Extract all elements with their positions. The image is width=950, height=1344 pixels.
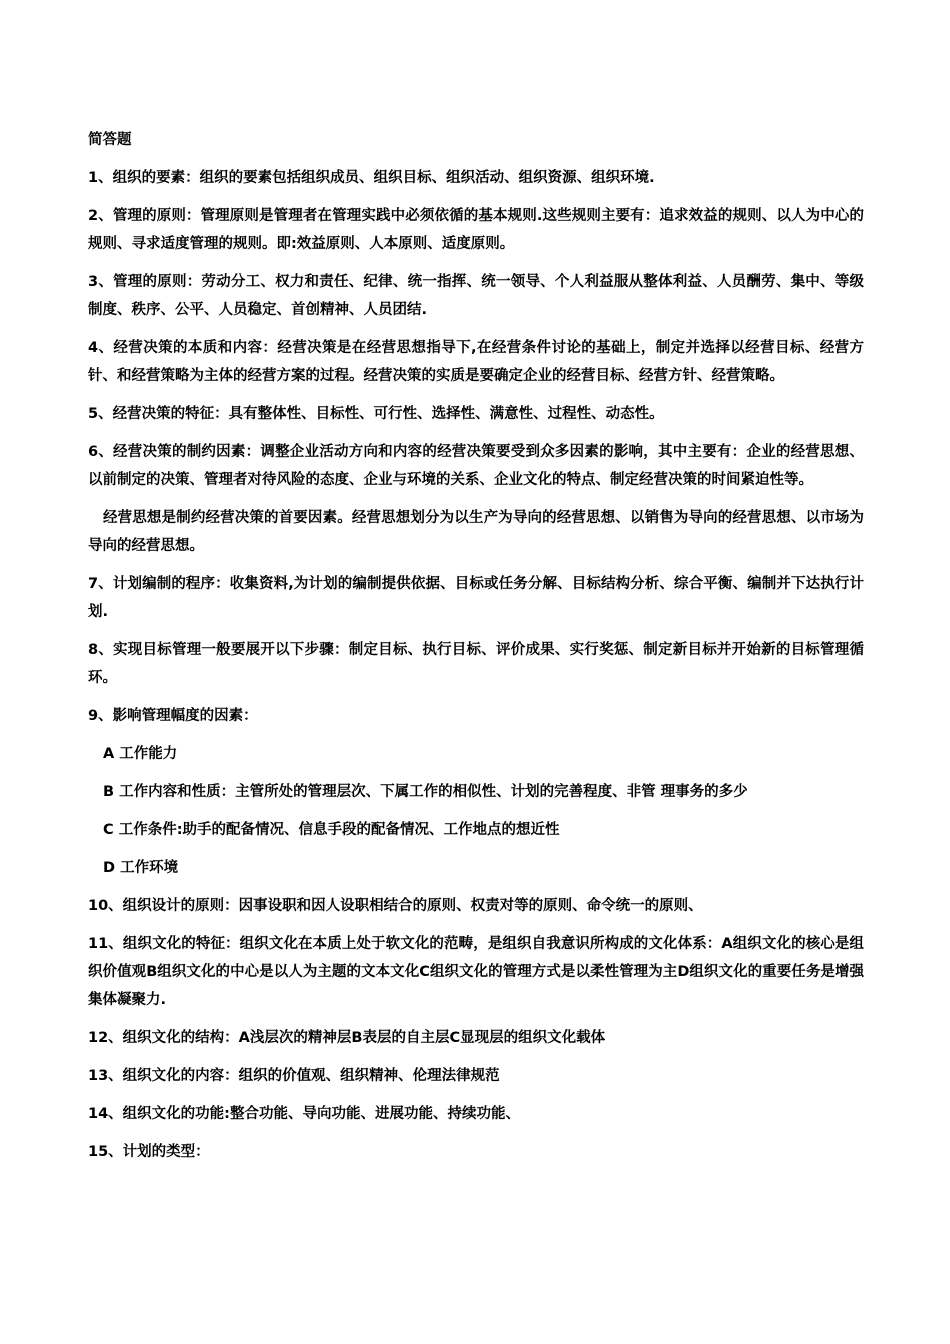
item-1: 1、组织的要素：组织的要素包括组织成员、组织目标、组织活动、组织资源、组织环境. [88, 170, 655, 186]
item-15: 15、计划的类型： [88, 1144, 210, 1160]
item-11: 11、组织文化的特征：组织文化在本质上处于软文化的范畴，是组织自我意识所构成的文化体系：A组织文化的核心是组织价值观B组织文化的中心是以人为主题的文本文化C组织文化的管理方式是以柔性管理为主D组织文化的重要任务是增强集体凝聚力. [88, 936, 864, 1008]
item-4: 4、经营决策的本质和内容：经营决策是在经营思想指导下,在经营条件讨论的基础上，制定并选择以经营目标、经营方针、和经营策略为主体的经营方案的过程。经营决策的实质是要确定企业的经营目标、经营方针、经营策略。 [88, 340, 864, 384]
item-13: 13、组织文化的内容：组织的价值观、组织精神、伦理法律规范 [88, 1068, 500, 1084]
item-14: 14、组织文化的功能:整合功能、导向功能、进展功能、持续功能、 [88, 1106, 520, 1122]
item-3: 3、管理的原则：劳动分工、权力和责任、纪律、统一指挥、统一领导、个人利益服从整体利益、人员酬劳、集中、等级制度、秩序、公平、人员稳定、首创精神、人员团结. [88, 274, 864, 318]
item-9: 9、影响管理幅度的因素： [88, 708, 258, 724]
item-2: 2、管理的原则：管理原则是管理者在管理实践中必须依循的基本规则.这些规则主要有：追求效益的规则、以人为中心的规则、寻求适度管理的规则。即:效益原则、人本原则、适度原则。 [88, 208, 864, 252]
document-heading: 简答题 [88, 132, 132, 148]
item-9-a: A 工作能力 [103, 746, 178, 762]
item-8: 8、实现目标管理一般要展开以下步骤：制定目标、执行目标、评价成果、实行奖惩、制定新目标并开始新的目标管理循环。 [88, 642, 864, 686]
item-12: 12、组织文化的结构：A浅层次的精神层B表层的自主层C显现层的组织文化载体 [88, 1030, 606, 1046]
item-6: 6、经营决策的制约因素：调整企业活动方向和内容的经营决策要受到众多因素的影响，其中主要有：企业的经营思想、以前制定的决策、管理者对待风险的态度、企业与环境的关系、企业文化的特点、制定经营决策的时间紧迫性等。 [88, 444, 864, 488]
item-9-c: C 工作条件:助手的配备情况、信息手段的配备情况、工作地点的想近性 [103, 822, 560, 838]
item-7: 7、计划编制的程序：收集资料,为计划的编制提供依据、目标或任务分解、目标结构分析、综合平衡、编制并下达执行计划. [88, 576, 864, 620]
item-9-b: B 工作内容和性质：主管所处的管理层次、下属工作的相似性、计划的完善程度、非管 理事务的多少 [103, 784, 748, 800]
item-9-d: D 工作环境 [103, 860, 179, 876]
item-6-paragraph: 经营思想是制约经营决策的首要因素。经营思想划分为以生产为导向的经营思想、以销售为导向的经营思想、以市场为导向的经营思想。 [88, 510, 864, 554]
document-page [88, 126, 864, 1176]
item-10: 10、组织设计的原则：因事设职和因人设职相结合的原则、权责对等的原则、命令统一的原则、 [88, 898, 703, 914]
item-5: 5、经营决策的特征：具有整体性、目标性、可行性、选择性、满意性、过程性、动态性。 [88, 406, 664, 422]
